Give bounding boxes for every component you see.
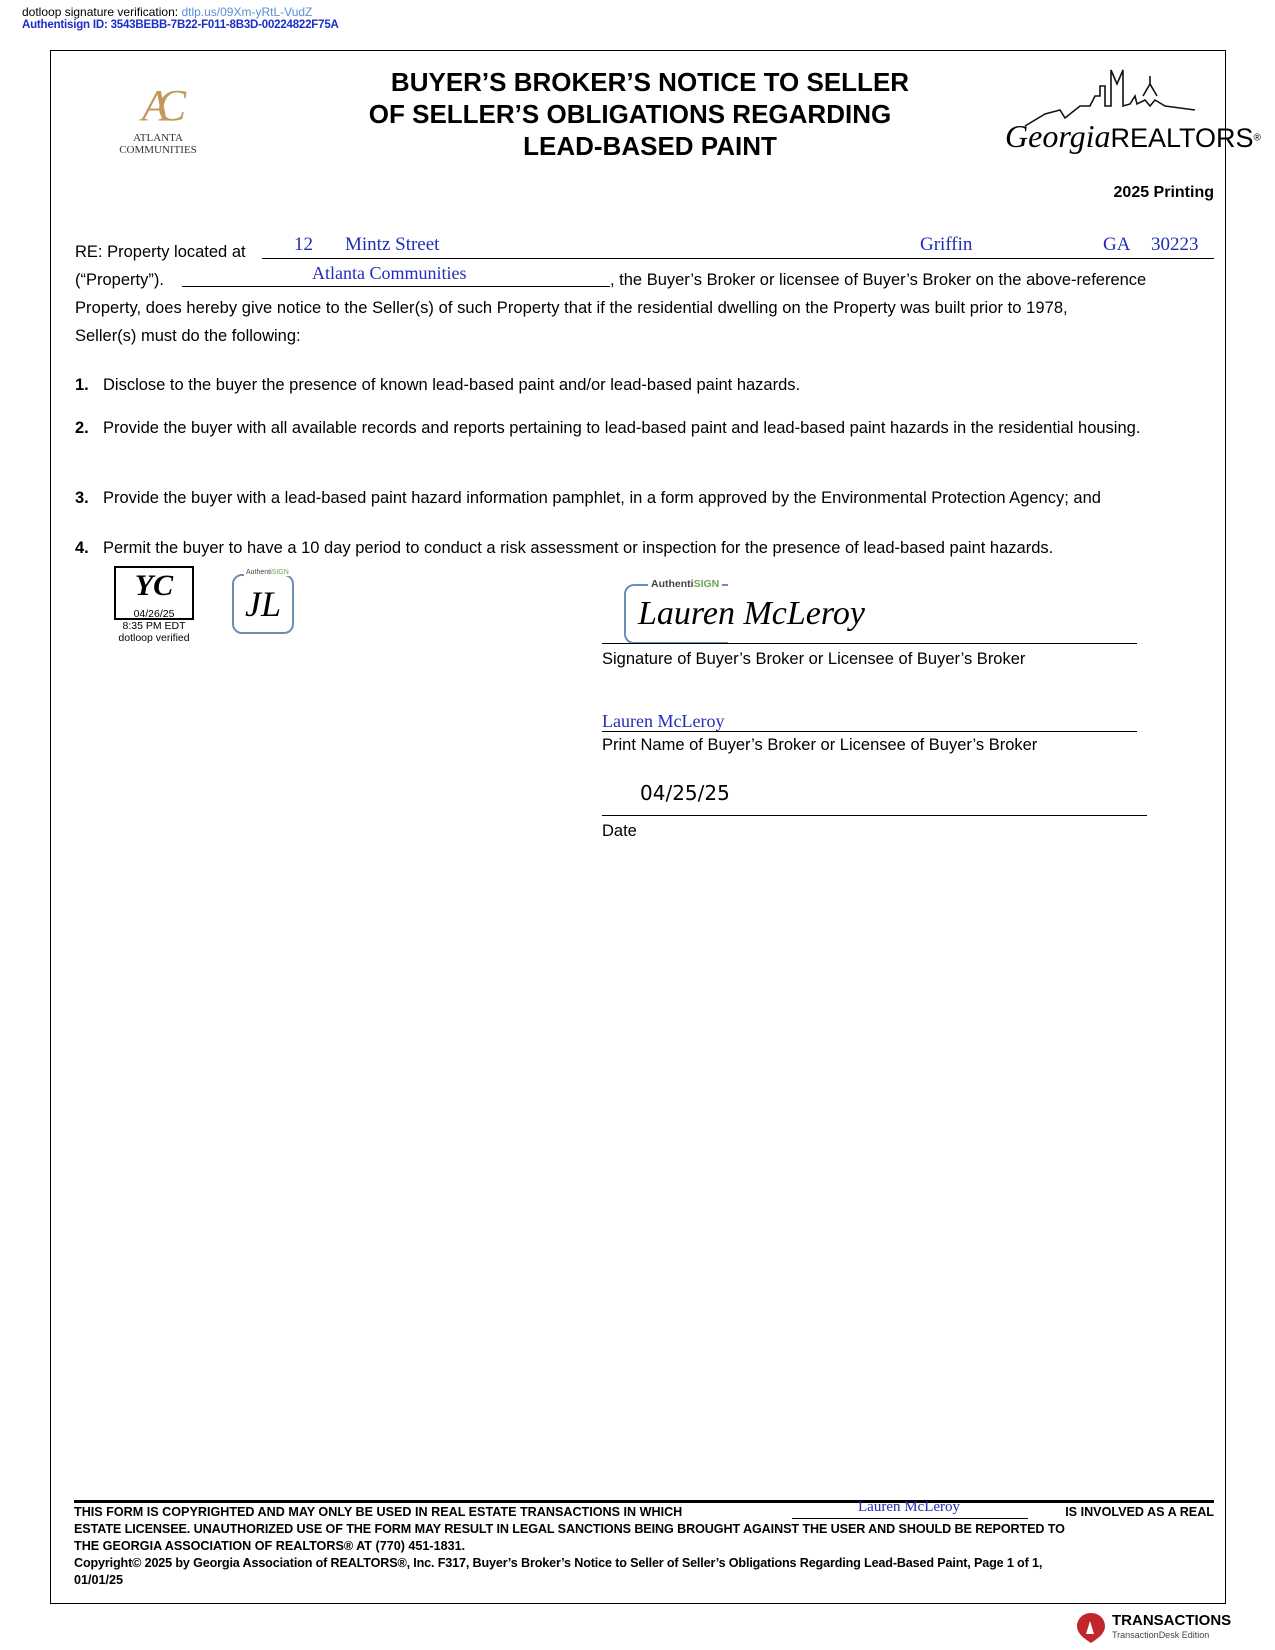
title-line1: BUYER’S BROKER’S NOTICE TO SELLER xyxy=(390,67,910,97)
item-text: Permit the buyer to have a 10 day period to conduct a risk assessment or inspection for the presence of lead-based paint hazards. xyxy=(103,539,1054,557)
dotloop-date: 04/26/25 xyxy=(133,608,175,620)
verification-label: dotloop signature verification: xyxy=(22,5,179,19)
buyer-broker-signature[interactable]: Lauren McLeroy xyxy=(638,595,865,632)
printing-label: 2025 Printing xyxy=(1113,184,1214,201)
broker-underline xyxy=(182,286,610,287)
atlanta-communities-logo xyxy=(108,80,208,156)
item-number: 2. xyxy=(75,419,89,437)
re-prefix: RE: Property located at xyxy=(75,243,246,261)
address-underline xyxy=(262,258,1214,259)
item-number: 3. xyxy=(75,489,89,507)
intro-text-3: Seller(s) must do the following: xyxy=(75,327,301,345)
georgia-realtors-logo xyxy=(1005,66,1261,166)
footer-line4: Copyright© 2025 by Georgia Association of REALTORS®, Inc. F317, Buyer’s Broker’s Notice to Seller of Seller’s Obligations Regarding Lead-Based Paint, Page 1 of 1, xyxy=(74,1556,1043,1570)
logo-reg: ® xyxy=(1253,132,1261,144)
logo-georgia-script: Georgia xyxy=(1005,118,1111,154)
badge-label2: SIGN xyxy=(271,569,289,576)
date-underline xyxy=(602,815,1147,816)
item-text: Provide the buyer with a lead-based paint hazard information pamphlet, in a form approved by the Environmental Protection Agency; and xyxy=(103,489,1101,507)
footer-line1b: IS INVOLVED AS A REAL xyxy=(1065,1505,1214,1519)
authentisign-initials-box[interactable] xyxy=(232,569,294,634)
verification-header xyxy=(22,6,339,32)
list-item xyxy=(75,417,1215,439)
zip-field[interactable]: 30223 xyxy=(1151,234,1199,255)
intro-text-1: , the Buyer’s Broker or licensee of Buyer’s Broker on the above-reference xyxy=(610,271,1147,289)
logo-line1: ATLANTA xyxy=(133,132,183,144)
signature-underline xyxy=(602,643,1137,644)
logo-realtors-text: REALTORS xyxy=(1110,123,1254,153)
title-line2: OF SELLER’S OBLIGATIONS REGARDING xyxy=(368,99,892,129)
dotloop-stamp xyxy=(104,608,204,644)
print-name-underline xyxy=(602,731,1137,732)
date-field[interactable]: 04/25/25 xyxy=(640,781,730,805)
authentisign-id: Authentisign ID: 3543BEBB-7B22-F011-8B3D-00224822F75A xyxy=(22,19,339,31)
street-name-field[interactable]: Mintz Street xyxy=(345,234,440,255)
logo-monogram: AC xyxy=(141,81,175,130)
authentisign-signature-badge xyxy=(648,578,722,590)
signature-label: Signature of Buyer’s Broker or Licensee of Buyer’s Broker xyxy=(602,650,1026,668)
badge-label: Authenti xyxy=(651,578,694,590)
item-number: 1. xyxy=(75,376,89,394)
transactions-subtitle: TransactionDesk Edition xyxy=(1112,1630,1210,1640)
transactions-pin-icon xyxy=(1076,1612,1106,1644)
city-field[interactable]: Griffin xyxy=(920,234,973,255)
dotloop-time: 8:35 PM EDT xyxy=(122,620,186,632)
dotloop-verified: dotloop verified xyxy=(118,632,190,644)
date-label: Date xyxy=(602,822,637,840)
list-item-struck xyxy=(75,537,1215,559)
item-text: Disclose to the buyer the presence of known lead-based paint and/or lead-based paint hazards. xyxy=(103,376,801,394)
transactions-title: TRANSACTIONS xyxy=(1112,1612,1232,1629)
copyright-footer xyxy=(74,1499,1214,1589)
print-name-label: Print Name of Buyer’s Broker or Licensee of Buyer’s Broker xyxy=(602,736,1038,754)
list-item xyxy=(75,487,1215,509)
footer-line1a: THIS FORM IS COPYRIGHTED AND MAY ONLY BE USED IN REAL ESTATE TRANSACTIONS IN WHICH xyxy=(74,1505,683,1519)
list-item xyxy=(75,374,1215,396)
footer-line2: ESTATE LICENSEE. UNAUTHORIZED USE OF THE FORM MAY RESULT IN LEGAL SANCTIONS BEING BROUGHT AGAINST THE USER AND SHOULD BE REPORTED TO xyxy=(74,1522,1065,1536)
title-line3: LEAD-BASED PAINT xyxy=(523,131,777,161)
licensee-underline xyxy=(792,1518,1028,1519)
logo-line2: COMMUNITIES xyxy=(119,144,197,156)
state-field[interactable]: GA xyxy=(1103,234,1131,255)
print-name-field[interactable]: Lauren McLeroy xyxy=(602,711,725,731)
authentisign-initials: JL xyxy=(245,584,281,624)
property-label: (“Property”). xyxy=(75,271,164,289)
item-text: Provide the buyer with all available records and reports pertaining to lead-based paint and lead-based paint hazards in the residential housing. xyxy=(103,419,1141,437)
intro-text-2: Property, does hereby give notice to the Seller(s) of such Property that if the residential dwelling on the Property was built prior to 1978, xyxy=(75,299,1068,317)
street-number-field[interactable]: 12 xyxy=(294,234,313,255)
broker-name-field[interactable]: Atlanta Communities xyxy=(312,263,467,283)
item-number: 4. xyxy=(75,539,89,557)
licensee-field[interactable]: Lauren McLeroy xyxy=(858,1499,961,1515)
footer-line5: 01/01/25 xyxy=(74,1573,124,1587)
badge-label2: SIGN xyxy=(693,578,720,590)
form-title xyxy=(340,66,960,162)
footer-line3: THE GEORGIA ASSOCIATION OF REALTORS® AT (770) 451-1831. xyxy=(74,1539,466,1553)
transactions-logo xyxy=(1076,1610,1232,1646)
badge-label: Authenti xyxy=(246,569,272,576)
footer-rule xyxy=(74,1500,1214,1503)
authentisign-badge xyxy=(244,569,291,576)
verification-link[interactable]: dtlp.us/09Xm-yRtL-VudZ xyxy=(181,5,313,19)
dotloop-initials: YC xyxy=(134,569,174,602)
